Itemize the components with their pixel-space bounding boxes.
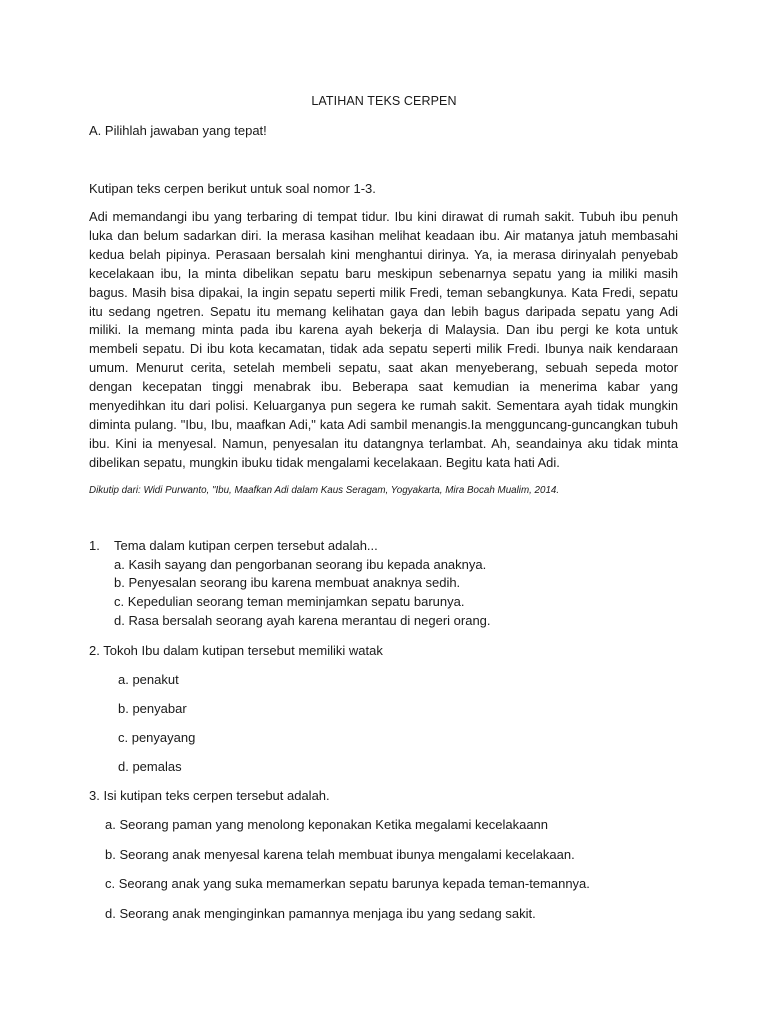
question-1-stem: Tema dalam kutipan cerpen tersebut adalah... bbox=[114, 538, 378, 553]
question-1-option-c: c. Kepedulian seorang teman meminjamkan sepatu barunya. bbox=[114, 594, 465, 609]
question-2-option-b: b. penyabar bbox=[118, 701, 187, 716]
question-2-option-d: d. pemalas bbox=[118, 759, 182, 774]
story-intro: Kutipan teks cerpen berikut untuk soal nomor 1-3. bbox=[89, 181, 376, 196]
question-3-stem: 3. Isi kutipan teks cerpen tersebut adalah. bbox=[89, 788, 330, 803]
question-3-option-a: a. Seorang paman yang menolong keponakan Ketika megalami kecelakaann bbox=[105, 817, 549, 832]
question-3-option-d: d. Seorang anak menginginkan pamannya menjaga ibu yang sedang sakit. bbox=[105, 906, 536, 921]
question-3-option-b: b. Seorang anak menyesal karena telah membuat ibunya mengalami kecelakaan. bbox=[105, 847, 575, 862]
question-2-option-a: a. penakut bbox=[118, 672, 179, 687]
question-1-option-d: d. Rasa bersalah seorang ayah karena merantau di negeri orang. bbox=[114, 613, 491, 628]
question-1-option-a: a. Kasih sayang dan pengorbanan seorang ibu kepada anaknya. bbox=[114, 557, 487, 572]
document-title: LATIHAN TEKS CERPEN bbox=[311, 94, 457, 108]
source-citation: Dikutip dari: Widi Purwanto, "Ibu, Maafkan Adi dalam Kaus Seragam, Yogyakarta, Mira Bocah Mualim, 2014. bbox=[89, 485, 560, 496]
section-heading: A. Pilihlah jawaban yang tepat! bbox=[89, 123, 267, 138]
question-2-stem: 2. Tokoh Ibu dalam kutipan tersebut memiliki watak bbox=[89, 643, 383, 658]
question-1-option-b: b. Penyesalan seorang ibu karena membuat anaknya sedih. bbox=[114, 575, 461, 590]
question-2-option-c: c. penyayang bbox=[118, 730, 196, 745]
story-excerpt: Adi memandangi ibu yang terbaring di tempat tidur. Ibu kini dirawat di rumah sakit. Tubuh ibu penuh luka dan belum sadarkan diri. Ia merasa kasihan melihat keadaan ibu. Air matanya jatuh membasahi kedua belah pipinya. Perasaan bersalah kini menghantui dirinya. Ya, ia merasa dirinyalah penyebab kecelakaan ibu, Ia minta dibelikan sepatu baru meskipun sebenarnya sepatu yang ia miliki masih bagus. Masih bisa dipakai, Ia ingin sepatu seperti milik Fredi, teman sebangkunya. Kata Fredi, sepatu itu sedang ngetren. Sepatu itu memang kelihatan gaya dan lebih bagus daripada sepatu yang Adi miliki. Ia memang minta pada ibu karena ayah bekerja di Malaysia. Dan ibu pergi ke kota untuk membeli sepatu. Di ibu kota kecamatan, tidak ada sepatu seperti milik Fredi. Ibunya naik kendaraan umum. Menurut cerita, setelah membeli sepatu, saat akan menyeberang, sebuah sepeda motor dengan kecepatan tinggi menabrak ibu. Beberapa saat kemudian ia menerima kabar yang menyedihkan itu dari polisi. Keluarganya pun segera ke rumah sakit. Sementara ayah tidak mungkin diminta pulang. "Ibu, Ibu, maafkan Adi," kata Adi sambil menangis.Ia mengguncang-guncangkan tubuh ibu. Kini ia menyesal. Namun, penyesalan itu datangnya terlambat. Ah, seandainya aku tidak minta dibelikan sepatu, mungkin ibuku tidak mengalami kecelakaan. Begitu kata hati Adi. bbox=[89, 209, 678, 470]
question-3-option-c: c. Seorang anak yang suka memamerkan sepatu barunya kepada teman-temannya. bbox=[105, 876, 590, 891]
question-1-number: 1. bbox=[89, 538, 100, 553]
